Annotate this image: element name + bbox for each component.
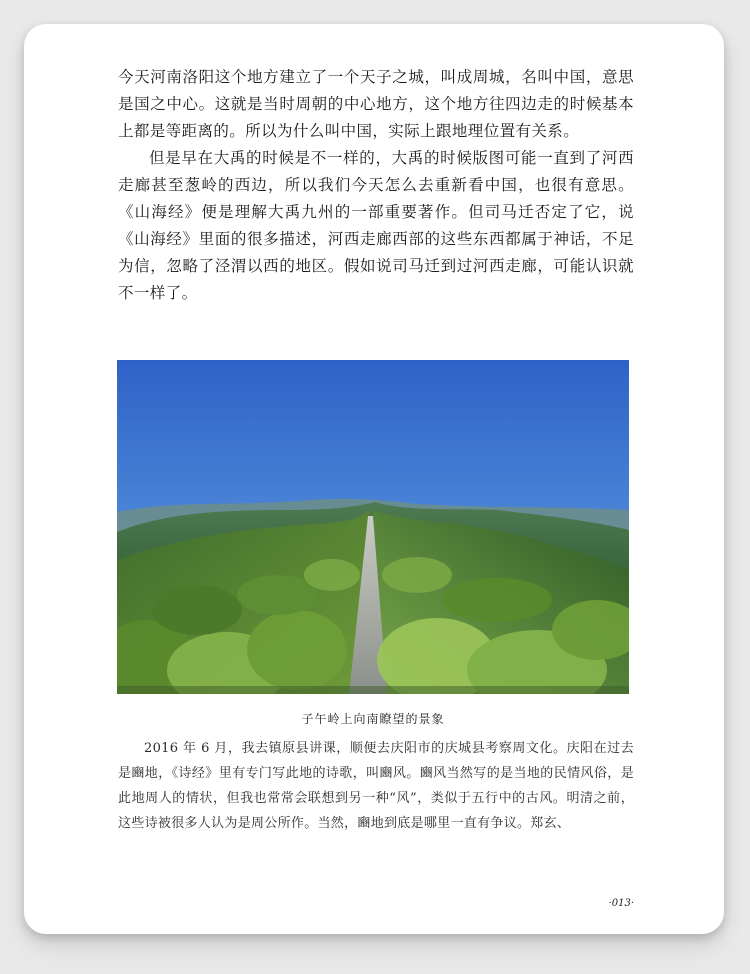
page [24,24,724,934]
landscape-photo [117,360,629,694]
paragraph-1: 今天河南洛阳这个地方建立了一个天子之城，叫成周城，名叫中国，意思是国之中心。这就是当时周朝的中心地方，这个地方往四边走的时候基本上都是等距离的。所以为什么叫中国，实际上跟地理位置有关系。 [118,68,634,140]
paragraph-3: 2016 年 6 月，我去镇原县讲课，顺便去庆阳市的庆城县考察周文化。庆阳在过去是豳地，《诗经》里有专门写此地的诗歌，叫豳风。豳风当然写的是当地的民情风俗，是此地周人的情状，但我也常常会联想到另一种“风”，类似于五行中的古风。明清之前，这些诗被很多人认为是周公所作。当然，豳地到底是哪里一直有争议。郑玄、 [118,741,634,831]
paragraph-2: 但是早在大禹的时候是不一样的，大禹的时候版图可能一直到了河西走廊甚至葱岭的西边，所以我们今天怎么去重新看中国，也很有意思。《山海经》便是理解大禹九州的一部重要著作。但司马迁否定了它，说《山海经》里面的很多描述，河西走廊西部的这些东西都属于神话，不足为信，忽略了泾渭以西的地区。假如说司马迁到过河西走廊，可能认识就不一样了。 [118,149,634,302]
body-text-top [118,64,634,307]
body-text-bottom [118,736,634,836]
page-number: ·013· [608,898,634,909]
photo-caption: 子午岭上向南瞭望的景象 [301,712,445,726]
